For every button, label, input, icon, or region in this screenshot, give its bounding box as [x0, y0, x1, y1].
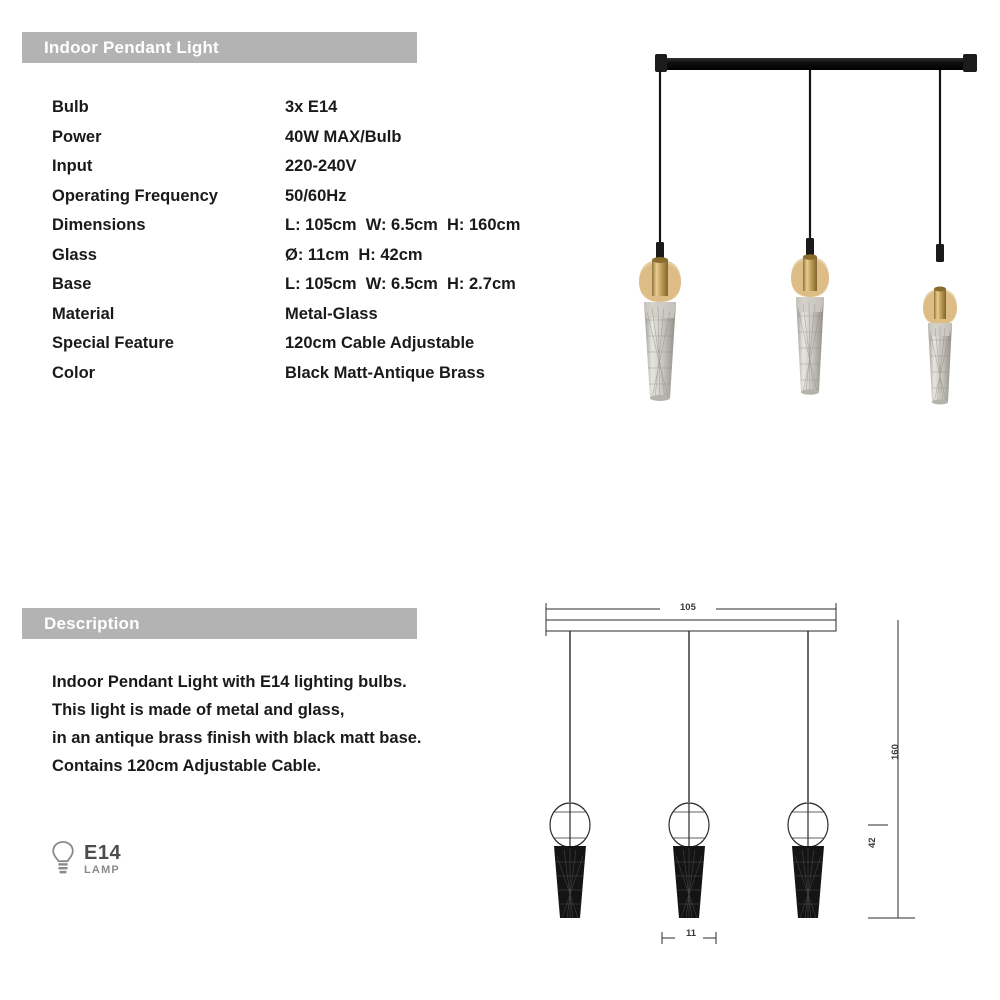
bulb-icon — [50, 840, 76, 878]
dimension-label-width: 105 — [680, 602, 696, 613]
spec-value: L: 105cm W: 6.5cm H: 160cm — [285, 216, 521, 234]
table-row — [52, 334, 612, 364]
spec-key: Special Feature — [52, 334, 174, 352]
dimension-label-glass-height: 42 — [867, 837, 878, 848]
bulb-type-badge — [50, 840, 121, 878]
spec-value: 50/60Hz — [285, 186, 347, 205]
spec-key: Material — [52, 304, 115, 323]
bulb-badge-line2: LAMP — [84, 863, 120, 876]
drawing-pendant-middle — [669, 631, 709, 918]
pendant-lamp-middle — [791, 70, 829, 395]
technical-drawing — [520, 580, 990, 980]
spec-value: 120cm Cable Adjustable — [285, 334, 475, 352]
description-line: Indoor Pendant Light with E14 lighting bulbs. — [52, 673, 407, 691]
description-line: Contains 120cm Adjustable Cable. — [52, 757, 321, 775]
description-section-heading — [22, 608, 417, 639]
spec-key: Dimensions — [52, 216, 146, 234]
description-line: in an antique brass finish with black matt base. — [52, 729, 422, 747]
table-row — [52, 98, 612, 128]
bulb-badge-text — [84, 843, 121, 876]
spec-key: Color — [52, 363, 96, 382]
spec-value: Metal-Glass — [285, 304, 378, 323]
ceiling-bar-cap-right — [963, 54, 977, 72]
spec-section-heading — [22, 32, 417, 63]
table-row — [52, 275, 612, 305]
spec-value: Ø: 11cm H: 42cm — [285, 245, 423, 264]
technical-drawing-svg — [520, 580, 990, 980]
spec-value: 220-240V — [285, 157, 357, 175]
table-row — [52, 187, 612, 217]
dimension-label-diameter: 11 — [686, 928, 697, 939]
spec-key: Glass — [52, 245, 97, 264]
description-line: This light is made of metal and glass, — [52, 701, 345, 719]
ceiling-bar — [655, 58, 977, 70]
pendant-lamp-left — [639, 70, 681, 401]
spec-value: 40W MAX/Bulb — [285, 127, 402, 146]
spec-key: Power — [52, 127, 102, 146]
table-row — [52, 246, 612, 276]
drawing-pendant-left — [550, 631, 590, 918]
spec-key: Base — [52, 275, 92, 293]
description-section-title: Description — [44, 613, 140, 633]
table-row — [52, 128, 612, 158]
pendant-lamp-right — [923, 70, 957, 405]
specification-table — [52, 98, 612, 393]
description-body — [52, 668, 522, 780]
table-row — [52, 157, 612, 187]
spec-value: Black Matt-Antique Brass — [285, 363, 485, 382]
table-row — [52, 216, 612, 246]
bulb-badge-line1: E14 — [84, 841, 122, 864]
table-row — [52, 364, 612, 394]
spec-key: Operating Frequency — [52, 186, 218, 205]
drawing-pendant-right — [788, 631, 828, 918]
product-photo-svg — [600, 20, 990, 440]
spec-key: Bulb — [52, 98, 89, 116]
spec-section-title: Indoor Pendant Light — [44, 37, 219, 57]
dimension-label-height: 160 — [890, 744, 901, 760]
spec-key: Input — [52, 157, 93, 175]
spec-value: 3x E14 — [285, 98, 338, 116]
spec-value: L: 105cm W: 6.5cm H: 2.7cm — [285, 275, 516, 293]
product-photo — [600, 20, 990, 440]
ceiling-bar-cap-left — [655, 54, 667, 72]
table-row — [52, 305, 612, 335]
